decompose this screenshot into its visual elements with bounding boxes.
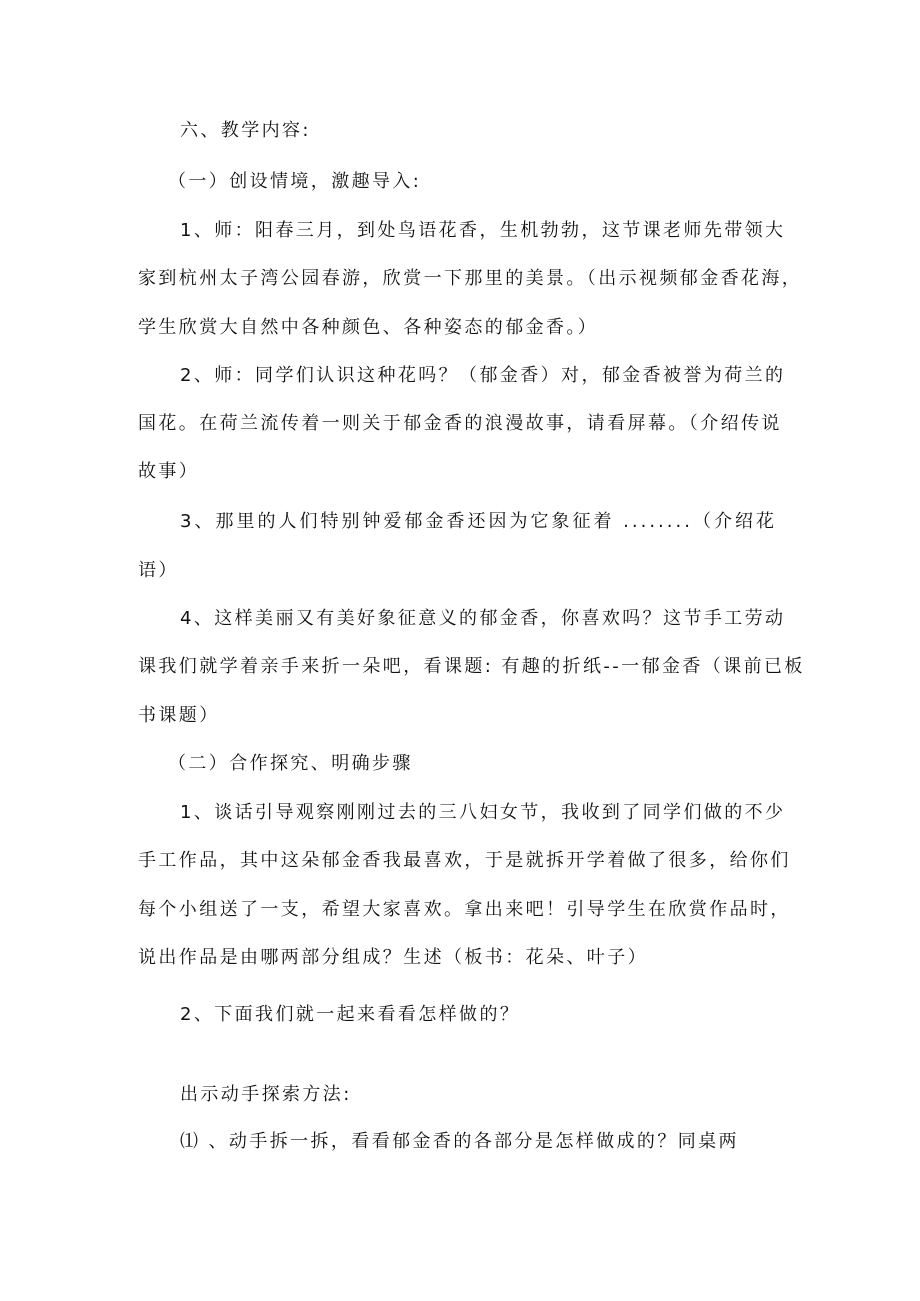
part2-item1-line4: 说出作品是由哪两部分组成？生述（板书：花朵、叶子） bbox=[138, 947, 648, 968]
method-step1: ⑴ 、动手拆一拆，看看郁金香的各部分是怎样做成的？同桌两 bbox=[180, 1131, 739, 1152]
part1-item2-line1: 2、师：同学们认识这种花吗？（郁金香）对，郁金香被誉为荷兰的 bbox=[180, 365, 786, 386]
part1-item4-line3: 书课题） bbox=[138, 705, 220, 726]
part1-heading: （一）创设情境，激趣导入: bbox=[168, 171, 422, 192]
method-title: 出示动手探索方法: bbox=[180, 1084, 352, 1105]
part2-heading: （二）合作探究、明确步骤 bbox=[168, 753, 413, 774]
part1-item4-line1: 4、这样美丽又有美好象征意义的郁金香，你喜欢吗？这节手工劳动 bbox=[180, 608, 786, 629]
part2-item1-line1: 1、谈话引导观察刚刚过去的三八妇女节，我收到了同学们做的不少 bbox=[180, 802, 786, 823]
section-title: 六、教学内容: bbox=[180, 120, 311, 141]
part1-item2-line2: 国花。在荷兰流传着一则关于郁金香的浪漫故事，请看屏幕。（介绍传说 bbox=[138, 413, 782, 434]
part1-item4-line2: 课我们就学着亲手来折一朵吧，看课题: 有趣的折纸--一郁金香（课前已板 bbox=[138, 656, 805, 677]
part1-item3-line2: 语） bbox=[138, 560, 179, 581]
part2-item1-line2: 手工作品，其中这朵郁金香我最喜欢，于是就拆开学着做了很多，给你们 bbox=[138, 850, 791, 871]
part1-item3-line1: 3、那里的人们特别钟爱郁金香还因为它象征着 ........（介绍花 bbox=[180, 511, 777, 532]
part2-item1-line3: 每个小组送了一支，希望大家喜欢。拿出来吧！引导学生在欣赏作品时， bbox=[138, 899, 791, 920]
part1-item2-line3: 故事） bbox=[138, 461, 200, 482]
part1-item1-line1: 1、师：阳春三月，到处鸟语花香，生机勃勃，这节课老师先带领大 bbox=[180, 220, 786, 241]
part1-item1-line3: 学生欣赏大自然中各种颜色、各种姿态的郁金香。） bbox=[138, 317, 599, 338]
part1-item1-line2: 家到杭州太子湾公园春游，欣赏一下那里的美景。（出示视频郁金香花海， bbox=[138, 268, 803, 289]
part2-item2: 2、下面我们就一起来看看怎样做的？ bbox=[180, 1004, 521, 1025]
